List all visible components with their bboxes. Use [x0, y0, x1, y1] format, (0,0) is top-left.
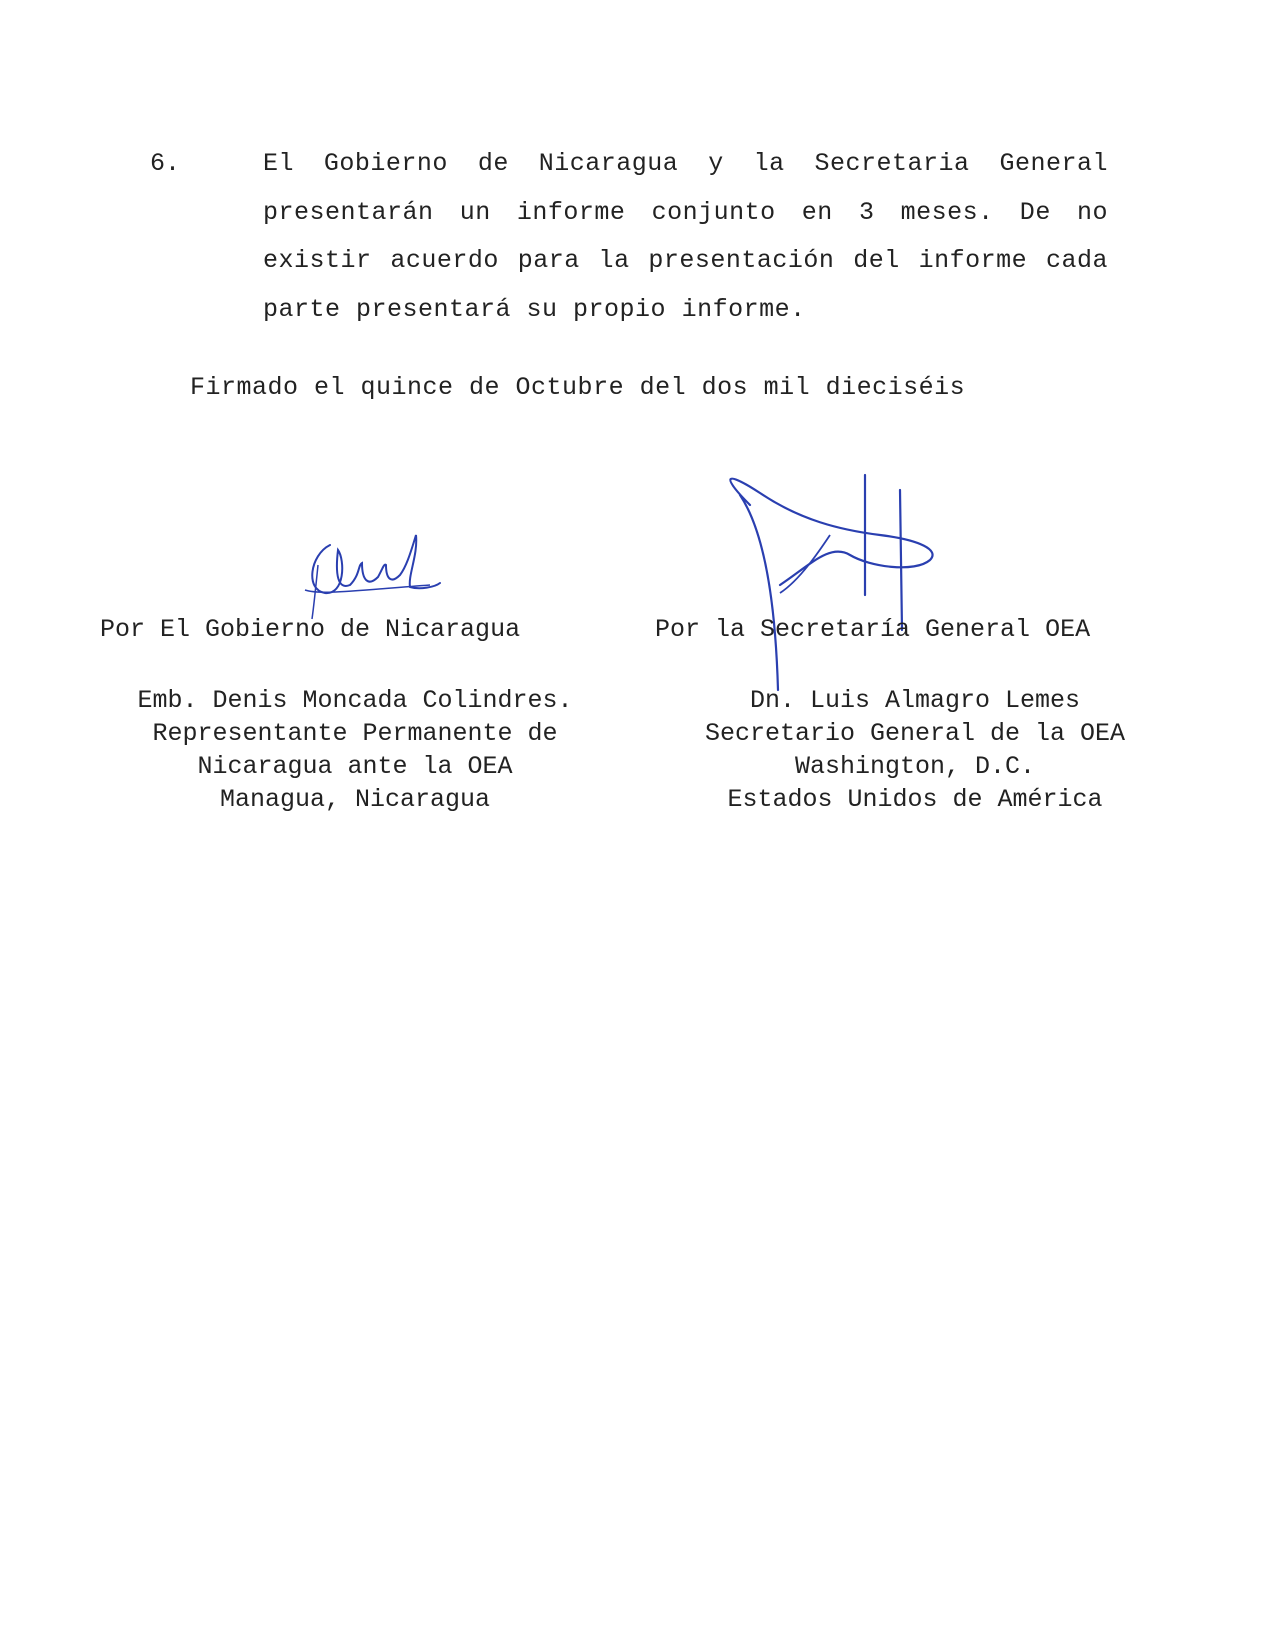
signatory-right-country: Estados Unidos de América	[727, 785, 1103, 814]
signed-date-line: Firmado el quince de Octubre del dos mil dieciséis	[190, 373, 966, 402]
signatory-right-city: Washington, D.C.	[794, 752, 1036, 781]
signature-left	[290, 515, 460, 625]
signatory-left-heading: Por El Gobierno de Nicaragua	[100, 615, 521, 644]
signatory-left-title-cont: Nicaragua ante la OEA	[197, 752, 513, 781]
signatory-left-title: Representante Permanente de	[152, 719, 558, 748]
signatory-left-info	[95, 684, 615, 816]
signatory-right-title: Secretario General de la OEA	[704, 719, 1126, 748]
signatory-right-info	[660, 684, 1170, 816]
signatory-right-heading: Por la Secretaría General OEA	[655, 615, 1091, 644]
signature-right	[720, 475, 980, 695]
item-paragraph: El Gobierno de Nicaragua y la Secretaria General presentarán un informe conjunto en 3 meses. De no existir acuerdo para la presentación del informe cada parte presentará su propio informe.	[263, 149, 1108, 324]
signatory-left-location: Managua, Nicaragua	[219, 785, 491, 814]
signatory-left-name: Emb. Denis Moncada Colindres.	[137, 686, 573, 715]
signatory-right-name: Dn. Luis Almagro Lemes	[749, 686, 1081, 715]
item-number: 6.	[150, 149, 181, 178]
